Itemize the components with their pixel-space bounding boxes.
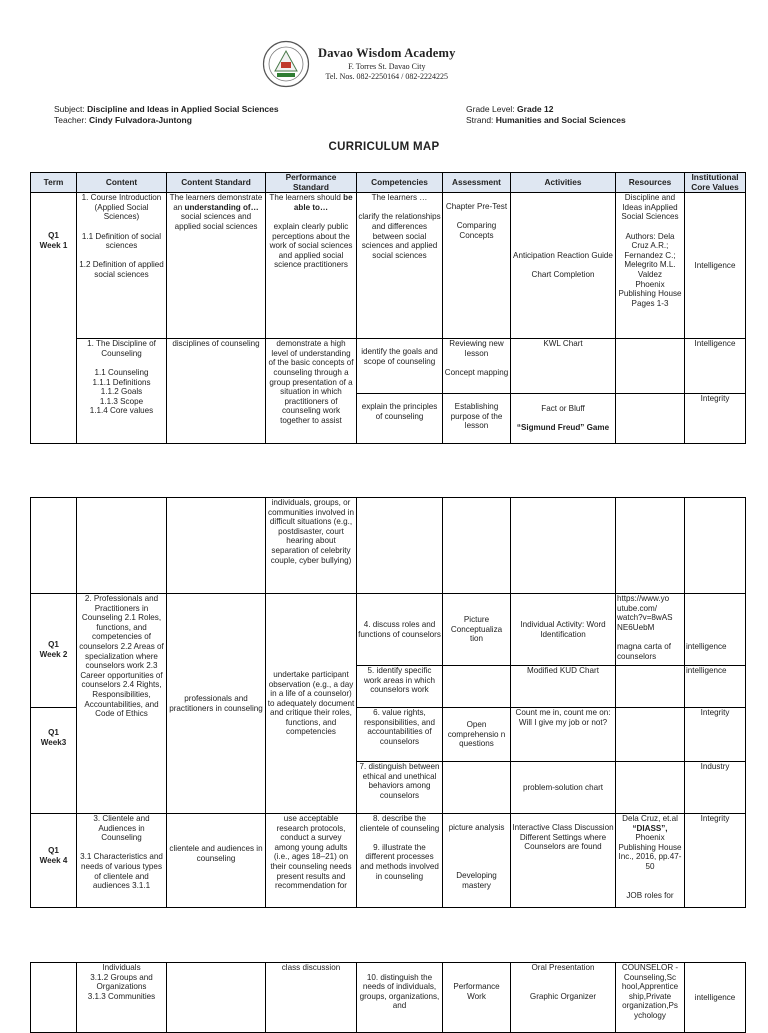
core-values-cell: Integrity bbox=[685, 814, 746, 908]
assessment-cell bbox=[443, 498, 511, 594]
table-row bbox=[31, 963, 746, 1033]
resource-text: Phoenix Publishing House Inc., 2016, pp.47-50 JOB roles for bbox=[618, 833, 682, 900]
content-standard-cell: professionals and practitioners in counseling bbox=[167, 594, 266, 814]
competencies-cell: 4. discuss roles and functions of counselors bbox=[357, 594, 443, 666]
activities-cell bbox=[511, 498, 616, 594]
activity-text: Fact or Bluff bbox=[541, 404, 585, 414]
competencies-cell: explain the principles of counseling bbox=[357, 394, 443, 444]
activities-cell: Individual Activity: Word Identification bbox=[511, 594, 616, 666]
strand-label: Strand: bbox=[466, 115, 494, 125]
assessment-cell: Picture Conceptualiza tion bbox=[443, 594, 511, 666]
table-header-row bbox=[31, 173, 746, 193]
content-cell: 2. Professionals and Practitioners in Counseling 2.1 Roles, functions, and competencies of counselors 2.2 Areas of specialization where counselors work 2.3 Career opportunities of counselors 2.4 Rights, Responsibilities, Accountabilities, and Code of Ethics bbox=[77, 594, 167, 814]
performance-standard-cell: individuals, groups, or communities involved in difficult situations (e.g., postdisaster, court hearing about separation of celebrity couple, cyber bullying) bbox=[266, 498, 357, 594]
table-row bbox=[31, 814, 746, 908]
header-assessment: Assessment bbox=[443, 173, 511, 193]
document-title: CURRICULUM MAP bbox=[328, 141, 440, 153]
header-activities: Activities bbox=[511, 173, 616, 193]
assessment-cell bbox=[443, 762, 511, 814]
resources-cell bbox=[616, 814, 685, 908]
assessment-cell: Chapter Pre-Test Comparing Concepts bbox=[443, 193, 511, 339]
school-info bbox=[318, 46, 456, 81]
standard-emphasis: understanding of… bbox=[184, 202, 259, 212]
content-cell bbox=[77, 498, 167, 594]
header-content-standard: Content Standard bbox=[167, 173, 266, 193]
school-name: Davao Wisdom Academy bbox=[318, 46, 456, 60]
curriculum-table-page-3 bbox=[30, 962, 746, 1033]
school-telephone: Tel. Nos. 082-2250164 / 082-2224225 bbox=[325, 72, 449, 81]
assessment-cell: picture analysis Developing mastery bbox=[443, 814, 511, 908]
content-cell: Individuals 3.1.2 Groups and Organizations 3.1.3 Communities bbox=[77, 963, 167, 1033]
competencies-cell: 7. distinguish between ethical and unethical behaviors among counselors bbox=[357, 762, 443, 814]
grade-label: Grade Level: bbox=[466, 104, 515, 114]
core-values-cell: Integrity bbox=[685, 708, 746, 762]
activities-cell: Modified KUD Chart bbox=[511, 666, 616, 708]
strand-value: Humanities and Social Sciences bbox=[495, 115, 626, 125]
resources-cell: Discipline and Ideas inApplied Social Sciences Authors: Dela Cruz A.R.; Fernandez C.; Melegrito M.L. Valdez Phoenix Publishing House Pages 1-3 bbox=[616, 193, 685, 339]
school-address: F. Torres St. Davao City bbox=[348, 62, 426, 71]
competencies-cell: The learners … clarify the relationships and differences between social sciences and applied social sciences bbox=[357, 193, 443, 339]
school-header bbox=[0, 40, 768, 90]
activities-cell: Count me in, count me on: Will I give my job or not? bbox=[511, 708, 616, 762]
standard-text: social sciences and applied social sciences bbox=[174, 212, 258, 231]
activities-cell: problem-solution chart bbox=[511, 762, 616, 814]
assessment-cell: Reviewing new lesson Concept mapping bbox=[443, 339, 511, 394]
core-values-cell: intelligence bbox=[685, 666, 746, 708]
assessment-cell: Open comprehensio n questions bbox=[443, 708, 511, 762]
content-cell: 1. Course Introduction (Applied Social Sciences) 1.1 Definition of social sciences 1.2 Definition of applied social sciences bbox=[77, 193, 167, 339]
resources-cell bbox=[616, 708, 685, 762]
subject-value: Discipline and Ideas in Applied Social Sciences bbox=[87, 104, 279, 114]
header-term: Term bbox=[31, 173, 77, 193]
performance-standard-cell bbox=[266, 193, 357, 339]
activities-cell: KWL Chart bbox=[511, 339, 616, 394]
resources-cell bbox=[616, 666, 685, 708]
performance-text: explain clearly public perceptions about the work of social sciences and applied social science practitioners bbox=[269, 221, 353, 270]
performance-standard-cell: class discussion bbox=[266, 963, 357, 1033]
core-values-cell: Integrity bbox=[685, 394, 746, 444]
resources-cell: https://www.yo utube.com/ watch?v=8wAS NE6UebM magna carta of counselors bbox=[616, 594, 685, 666]
core-values-cell: Intelligence bbox=[685, 339, 746, 394]
activities-cell bbox=[511, 394, 616, 444]
resource-emphasis: “DIASS”, bbox=[632, 823, 668, 833]
term-cell: Q1 Week 1 bbox=[31, 193, 77, 444]
content-cell: 1. The Discipline of Counseling 1.1 Counseling 1.1.1 Definitions 1.1.2 Goals 1.1.3 Scope 1.1.4 Core values bbox=[77, 339, 167, 444]
competencies-cell bbox=[357, 498, 443, 594]
table-row bbox=[31, 594, 746, 666]
assessment-cell: Performance Work bbox=[443, 963, 511, 1033]
teacher-label: Teacher: bbox=[54, 115, 87, 125]
term-cell bbox=[31, 498, 77, 594]
table-row bbox=[31, 498, 746, 594]
core-values-cell: Industry bbox=[685, 762, 746, 814]
resource-text: Dela Cruz, et.al bbox=[622, 814, 678, 823]
resources-cell: COUNSELOR - Counseling,Sc hool,Apprentice ship,Private organization,Ps ychology bbox=[616, 963, 685, 1033]
term-cell: Q1 Week 2 bbox=[31, 594, 77, 708]
performance-standard-cell: demonstrate a high level of understanding of the basic concepts of counseling through a group presentation of a situation in which practitioners of counseling work together to assist bbox=[266, 339, 357, 444]
assessment-cell bbox=[443, 666, 511, 708]
term-cell bbox=[31, 963, 77, 1033]
content-standard-cell: disciplines of counseling bbox=[167, 339, 266, 444]
table-row bbox=[31, 193, 746, 339]
term-cell: Q1 Week 4 bbox=[31, 814, 77, 908]
performance-emphasis: be able to… bbox=[293, 193, 353, 212]
content-standard-cell: clientele and audiences in counseling bbox=[167, 814, 266, 908]
school-seal-icon bbox=[262, 40, 310, 88]
grade-value: Grade 12 bbox=[517, 104, 554, 114]
curriculum-table-page-1 bbox=[30, 172, 746, 444]
header-competencies: Competencies bbox=[357, 173, 443, 193]
core-values-cell bbox=[685, 498, 746, 594]
header-core-values: Institutional Core Values bbox=[685, 173, 746, 193]
subject-label: Subject: bbox=[54, 104, 85, 114]
header-content: Content bbox=[77, 173, 167, 193]
core-values-cell: intelligence bbox=[685, 963, 746, 1033]
performance-standard-cell: use acceptable research protocols, conduct a survey among young adults (i.e., ages 18–21) on their counseling needs present results and recommendation for bbox=[266, 814, 357, 908]
activities-cell: Interactive Class Discussion Different Settings where Counselors are found bbox=[511, 814, 616, 908]
resources-cell bbox=[616, 394, 685, 444]
term-cell: Q1 Week3 bbox=[31, 708, 77, 814]
content-cell: 3. Clientele and Audiences in Counseling 3.1 Characteristics and needs of various types of clientele and audiences 3.1.1 bbox=[77, 814, 167, 908]
performance-text: The learners should bbox=[269, 193, 344, 203]
resources-cell bbox=[616, 498, 685, 594]
assessment-cell: Establishing purpose of the lesson bbox=[443, 394, 511, 444]
competencies-cell: 8. describe the clientele of counseling 9. illustrate the different processes and methods involved in counseling bbox=[357, 814, 443, 908]
standard-text: The learners demonstrate an bbox=[169, 193, 263, 212]
resources-cell bbox=[616, 339, 685, 394]
activity-emphasis: “Sigmund Freud” Game bbox=[516, 422, 610, 432]
content-standard-cell bbox=[167, 963, 266, 1033]
competencies-cell: identify the goals and scope of counseling bbox=[357, 339, 443, 394]
grade-strand-block bbox=[466, 104, 626, 126]
content-standard-cell bbox=[167, 193, 266, 339]
performance-standard-cell: undertake participant observation (e.g., a day in a life of a counselor) to adequately document and critique their roles, functions, and competencies bbox=[266, 594, 357, 814]
competencies-cell: 10. distinguish the needs of individuals, groups, organizations, and bbox=[357, 963, 443, 1033]
header-resources: Resources bbox=[616, 173, 685, 193]
teacher-value: Cindy Fulvadora-Juntong bbox=[88, 115, 192, 125]
subject-teacher-block bbox=[54, 104, 279, 126]
core-values-cell: intelligence bbox=[685, 594, 746, 666]
resources-cell bbox=[616, 762, 685, 814]
content-standard-cell bbox=[167, 498, 266, 594]
competencies-cell: 5. identify specific work areas in which counselors work bbox=[357, 666, 443, 708]
competencies-cell: 6. value rights, responsibilities, and accountabilities of counselors bbox=[357, 708, 443, 762]
activities-cell: Oral Presentation Graphic Organizer bbox=[511, 963, 616, 1033]
core-values-cell: Intelligence bbox=[685, 193, 746, 339]
header-performance-standard: Performance Standard bbox=[266, 173, 357, 193]
activities-cell: Anticipation Reaction Guide Chart Completion bbox=[511, 193, 616, 339]
table-row bbox=[31, 339, 746, 394]
curriculum-table-page-2 bbox=[30, 497, 746, 908]
